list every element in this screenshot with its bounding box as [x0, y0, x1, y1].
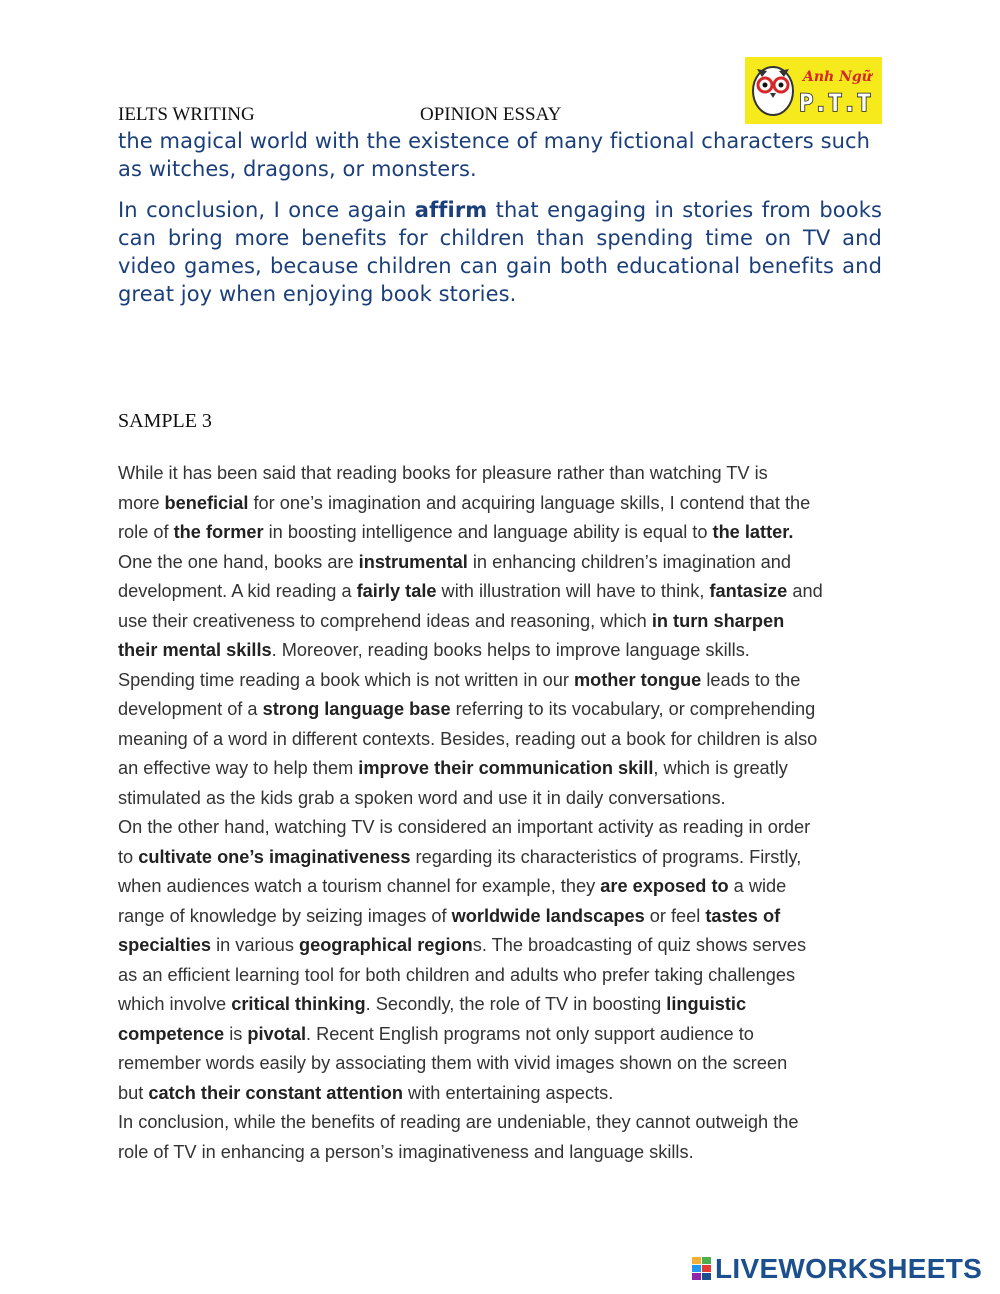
essay-line [118, 813, 918, 843]
essay-text: range of knowledge by seizing images of [118, 905, 452, 926]
logo-text-top: Anh Ngữ [803, 69, 872, 85]
essay-key-phrase: are exposed to [600, 876, 729, 896]
essay-line [118, 990, 918, 1020]
essay-line [118, 1020, 918, 1050]
essay-text: for one’s imagination and acquiring language skills, I contend that the [248, 492, 811, 513]
essay-line [118, 607, 918, 637]
essay-line [118, 695, 918, 725]
essay-key-phrase: cultivate one’s imaginativeness [138, 846, 411, 867]
essay-key-phrase: catch their constant attention [148, 1082, 403, 1103]
essay-line [118, 636, 918, 666]
essay-text: remember words easily by associating them with vivid images shown on the screen [118, 1053, 788, 1073]
essay-text: regarding its characteristics of programs. Firstly, [410, 846, 802, 867]
essay-text: in boosting intelligence and language ability is equal to [263, 522, 713, 542]
essay-text: s. The broadcasting of quiz shows serves [472, 935, 807, 955]
essay-line [118, 577, 918, 607]
essay-key-phrase: competence [118, 1023, 225, 1044]
liveworksheets-brand: LIVEWORKSHEETS [715, 1253, 983, 1284]
essay-text: is [224, 1023, 248, 1044]
essay-text: One the one hand, books are [118, 551, 359, 572]
essay-text: leads to the [701, 669, 801, 690]
essay-text: as an efficient learning tool for both children and adults who prefer taking challenges [118, 964, 796, 985]
essay-key-phrase: mother tongue [573, 669, 702, 690]
essay-text: stimulated as the kids grab a spoken word and use it in daily conversations. [118, 787, 726, 808]
intro-p2-start: In conclusion, I once again [118, 198, 415, 222]
essay-line [118, 725, 918, 755]
intro-p2-end: that engaging in stories from books can bring more benefits for children than spending time on TV and video games, because children can gain both educational benefits and great joy when enjoying book stories. [118, 198, 882, 306]
essay-text: more [118, 492, 165, 513]
essay-text: . Moreover, reading books helps to improve language skills. [271, 640, 750, 660]
essay-text: meaning of a word in different contexts. Besides, reading out a book for children is also [118, 728, 818, 749]
essay-line [118, 1138, 918, 1168]
essay-text: in enhancing children’s imagination and [467, 551, 792, 572]
essay-line [118, 784, 918, 814]
essay-line [118, 489, 918, 519]
essay-key-phrase: instrumental [358, 551, 468, 572]
essay-line [118, 1108, 918, 1138]
essay-key-phrase: geographical region [298, 935, 473, 955]
essay-key-phrase: fantasize [709, 581, 788, 601]
essay-key-phrase: their mental skills [118, 640, 272, 660]
intro-paragraph-2 [118, 196, 882, 308]
essay-line [118, 548, 918, 578]
essay-text: While it has been said that reading books for pleasure rather than watching TV is [118, 463, 768, 483]
essay-text: . Secondly, the role of TV in boosting [365, 994, 667, 1014]
essay-line [118, 902, 918, 932]
essay-key-phrase: critical thinking [231, 994, 366, 1014]
essay-text: . Recent English programs not only support audience to [306, 1023, 754, 1044]
intro-p2-bold-word: affirm [414, 198, 488, 222]
sample-essay-body [118, 459, 918, 1167]
essay-key-phrase: improve their communication skill [358, 758, 654, 778]
header-essay-type: OPINION ESSAY [420, 104, 562, 125]
liveworksheets-footer [692, 1254, 982, 1284]
essay-text: , which is greatly [653, 758, 788, 778]
essay-text: role of [118, 522, 174, 542]
logo-text-bottom: P.T.T [799, 89, 872, 117]
essay-text: which involve [118, 994, 232, 1014]
essay-text: to [118, 846, 139, 867]
essay-text: but [118, 1082, 149, 1103]
essay-text: Spending time reading a book which is not written in our [118, 669, 574, 690]
essay-key-phrase: beneficial [164, 492, 249, 513]
header-course-label: IELTS WRITING [118, 104, 255, 125]
essay-text: development of a [118, 699, 263, 719]
essay-line [118, 843, 918, 873]
essay-line [118, 666, 918, 696]
owl-logo-icon [745, 57, 882, 124]
essay-text: an effective way to help them [118, 758, 359, 778]
essay-text: On the other hand, watching TV is considered an important activity as reading in order [118, 817, 811, 837]
essay-text: development. A kid reading a [118, 581, 357, 601]
sample-title: SAMPLE 3 [118, 410, 212, 432]
essay-line [118, 872, 918, 902]
essay-line [118, 754, 918, 784]
essay-text: with entertaining aspects. [403, 1082, 614, 1103]
essay-text: when audiences watch a tourism channel for example, they [118, 876, 601, 896]
essay-text: with illustration will have to think, [436, 581, 710, 601]
essay-line [118, 518, 918, 548]
essay-key-phrase: worldwide landscapes [451, 905, 645, 926]
essay-text: role of TV in enhancing a person’s imaginativeness and language skills. [118, 1141, 694, 1162]
essay-text: or feel [644, 905, 706, 926]
essay-key-phrase: linguistic [666, 994, 747, 1014]
essay-key-phrase: strong language base [262, 699, 451, 719]
essay-key-phrase: fairly tale [356, 581, 437, 601]
essay-key-phrase: specialties [118, 935, 212, 955]
essay-text: and [787, 581, 823, 601]
essay-key-phrase: pivotal [247, 1023, 307, 1044]
essay-line [118, 961, 918, 991]
essay-text: use their creativeness to comprehend ideas and reasoning, which [118, 610, 652, 631]
essay-key-phrase: the latter. [712, 522, 794, 542]
liveworksheets-logo-icon [692, 1257, 712, 1281]
essay-line [118, 1049, 918, 1079]
essay-text: In conclusion, while the benefits of reading are undeniable, they cannot outweigh the [118, 1112, 799, 1132]
essay-key-phrase: the former [173, 522, 264, 542]
essay-line [118, 459, 918, 489]
essay-text: referring to its vocabulary, or comprehending [450, 699, 816, 719]
essay-key-phrase: in turn sharpen [651, 610, 785, 631]
essay-text: in various [211, 935, 299, 955]
school-logo [745, 57, 882, 124]
essay-text: a wide [728, 876, 787, 896]
intro-paragraph-1: the magical world with the existence of many fictional characters such as witches, dragons, or monsters. [118, 129, 871, 181]
essay-key-phrase: tastes of [705, 905, 781, 926]
essay-line [118, 931, 918, 961]
essay-line [118, 1079, 918, 1109]
